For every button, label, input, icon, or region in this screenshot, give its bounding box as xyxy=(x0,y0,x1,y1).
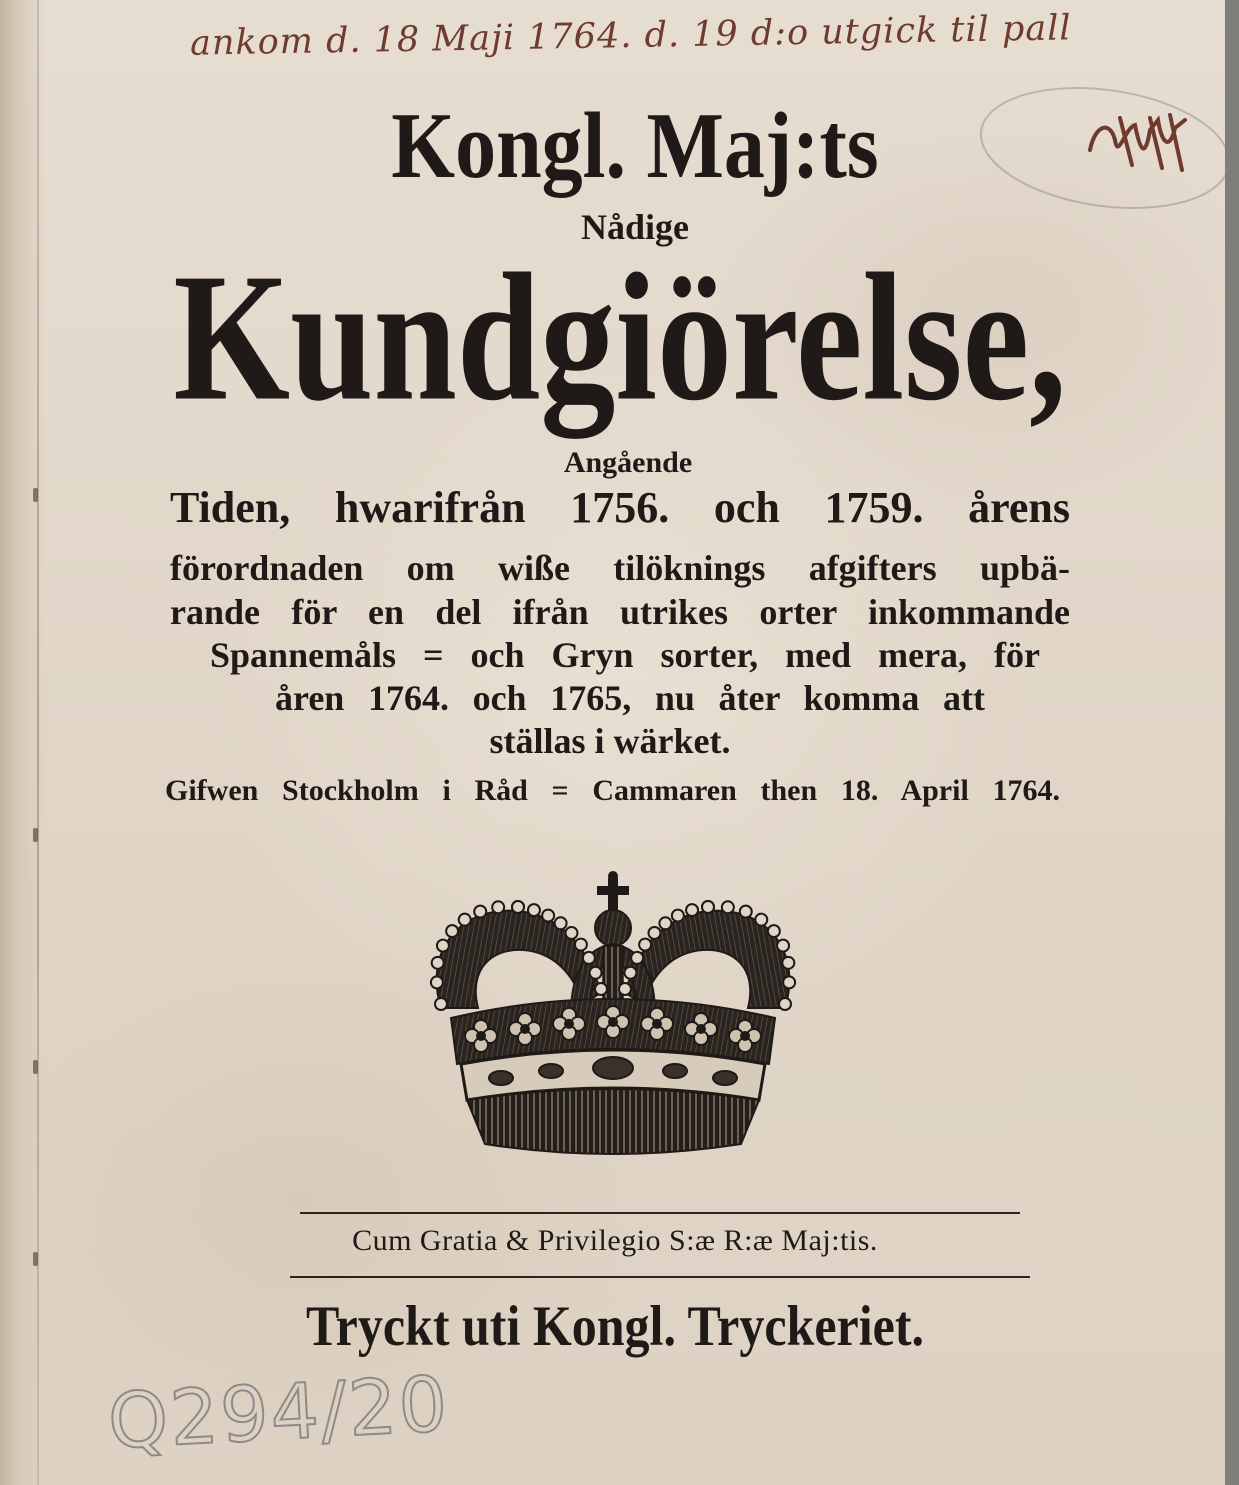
crown-bead xyxy=(575,939,587,951)
crown-bead xyxy=(624,967,636,979)
subject-line: förordnaden om wiße tilöknings afgifters upbä- xyxy=(170,548,1070,588)
privilege-line: Cum Gratia & Privilegio S:æ R:æ Maj:tis. xyxy=(352,1224,878,1257)
crown-jewel xyxy=(663,1064,687,1078)
crown-bead xyxy=(566,927,578,939)
crown-bead xyxy=(474,906,486,918)
crown-bead xyxy=(755,914,767,926)
crown-base xyxy=(467,1089,759,1154)
crown-bead xyxy=(619,983,631,995)
crown-bead xyxy=(740,906,752,918)
crown-bead xyxy=(782,957,794,969)
crown-bead xyxy=(768,925,780,937)
crown-bead xyxy=(659,917,671,929)
crown-bead xyxy=(595,983,607,995)
crown-vignette xyxy=(423,868,803,1158)
crown-bead xyxy=(649,927,661,939)
divider-rule xyxy=(290,1276,1030,1278)
crown-bead xyxy=(686,904,698,916)
crown-bead xyxy=(459,914,471,926)
crown-bead xyxy=(528,904,540,916)
crown-bead xyxy=(431,976,443,988)
crown-bead xyxy=(702,901,714,913)
stitch-hole xyxy=(33,1060,38,1074)
crown-bead xyxy=(446,925,458,937)
title-kongl-majts: Kongl. Maj:ts xyxy=(391,93,879,198)
imprint-line: Tryckt uti Kongl. Tryckeriet. xyxy=(306,1293,924,1358)
archive-shelfmark: Q294/20 xyxy=(105,1359,452,1466)
crown-bead xyxy=(437,940,449,952)
crown-jewel xyxy=(593,1057,633,1079)
pencil-circle xyxy=(973,73,1237,223)
crown-cross xyxy=(597,871,629,912)
crown-bead xyxy=(631,952,643,964)
crown-bead xyxy=(639,939,651,951)
stitch-hole xyxy=(33,1252,38,1266)
crown-bead xyxy=(779,998,791,1010)
crown-bead xyxy=(555,917,567,929)
divider-rule xyxy=(300,1212,1020,1214)
crown-jewel xyxy=(489,1071,513,1085)
crown-bead xyxy=(672,910,684,922)
crown-bead xyxy=(583,952,595,964)
crown-orb xyxy=(595,910,631,946)
title-kundgiorelse: Kundgiörelse, xyxy=(173,236,1067,439)
crown-bead xyxy=(722,901,734,913)
stitch-hole xyxy=(33,828,38,842)
subject-line: ställas i wärket. xyxy=(489,721,731,761)
crown-bead xyxy=(777,940,789,952)
handwritten-note: ankom d. 18 Maji 1764. d. 19 d:o utgick til pall xyxy=(189,8,1072,64)
stitch-hole xyxy=(33,488,38,502)
crown-bead xyxy=(512,901,524,913)
handwritten-scribble-mark xyxy=(1090,115,1185,170)
crown-bead xyxy=(590,967,602,979)
title-nadige: Nådige xyxy=(581,207,689,247)
subject-line: rande för en del ifrån utrikes orter inkommande xyxy=(170,592,1070,632)
subject-line: Tiden, hwarifrån 1756. och 1759. årens xyxy=(170,483,1070,532)
crown-jewel xyxy=(713,1071,737,1085)
crown-bead xyxy=(432,957,444,969)
crown-bead xyxy=(542,910,554,922)
subject-line: åren 1764. och 1765, nu åter komma att xyxy=(275,678,985,718)
crown-jewel xyxy=(539,1064,563,1078)
crown-bead xyxy=(435,998,447,1010)
dateline: Gifwen Stockholm i Råd = Cammaren then 18. April 1764. xyxy=(165,774,1060,807)
subject-line: Spannemåls = och Gryn sorter, med mera, för xyxy=(210,635,1040,675)
subject-intro: Angående xyxy=(563,446,693,479)
crown-bead xyxy=(492,901,504,913)
crown-bead xyxy=(783,976,795,988)
